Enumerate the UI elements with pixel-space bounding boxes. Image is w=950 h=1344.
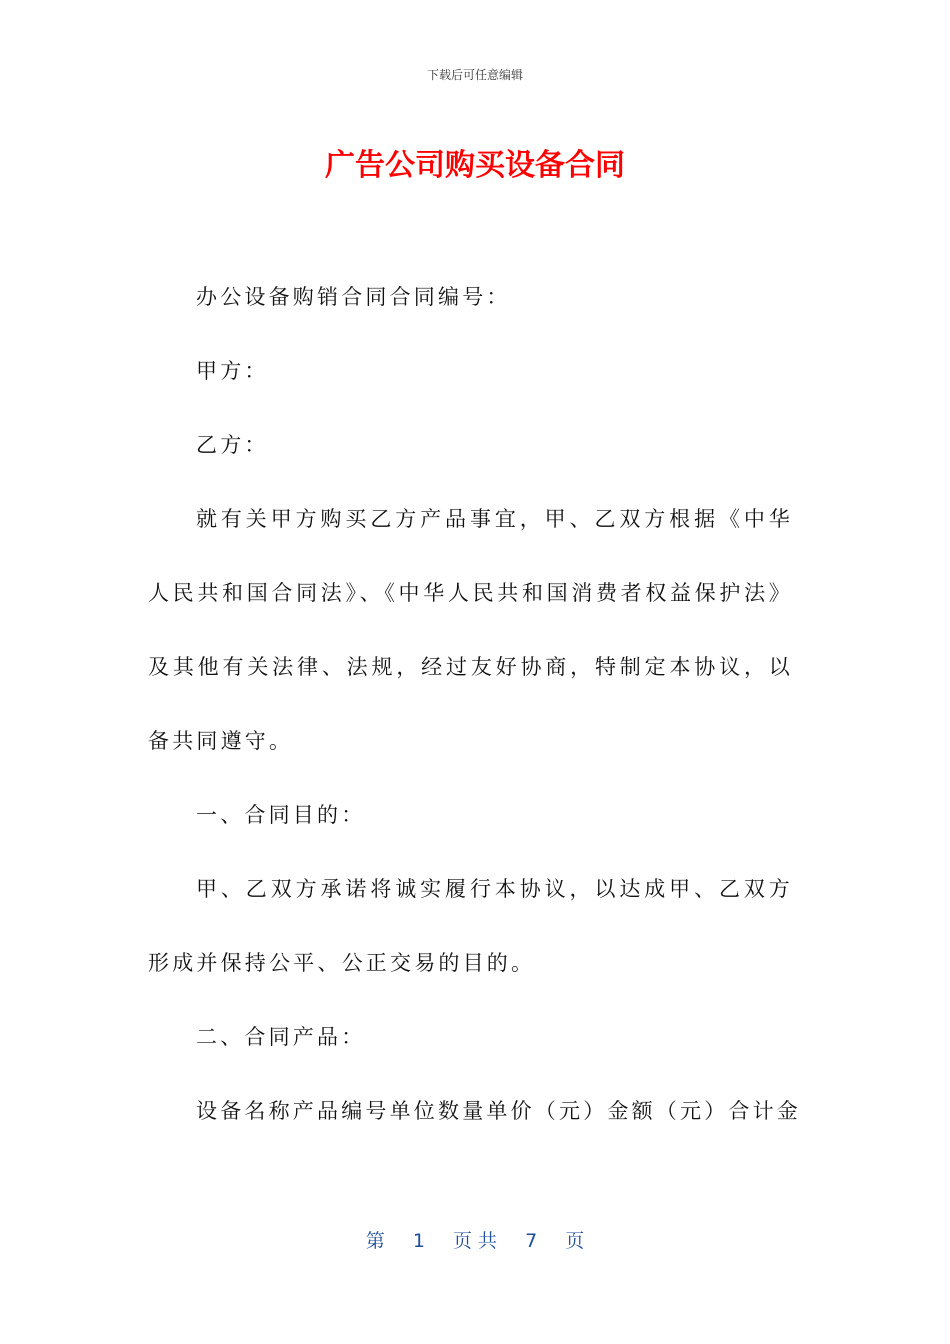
paragraph-product-columns: 设备名称产品编号单位数量单价（元）金额（元）合计金 bbox=[196, 1099, 801, 1123]
paragraph-party-a: 甲方： bbox=[196, 359, 269, 383]
paragraph-party-b: 乙方： bbox=[196, 433, 269, 457]
header-note: 下载后可任意编辑 bbox=[426, 68, 523, 82]
footer-middle: 页 共 bbox=[452, 1230, 498, 1252]
footer-prefix: 第 bbox=[365, 1230, 385, 1252]
paragraph-purpose: 甲、乙双方承诺将诚实履行本协议，以达成甲、乙双方形成并保持公平、公正交易的目的。 bbox=[148, 877, 793, 975]
page-footer bbox=[0, 1226, 950, 1253]
paragraph-preamble: 就有关甲方购买乙方产品事宜，甲、乙双方根据《中华人民共和国合同法》、《中华人民共和国消费者权益保护法》及其他有关法律、法规，经过友好协商，特制定本协议，以备共同遵守。 bbox=[148, 507, 793, 753]
footer-current-page: 1 bbox=[412, 1230, 425, 1252]
document-title: 广告公司购买设备合同 bbox=[325, 148, 625, 183]
section-heading-purpose: 一、合同目的： bbox=[196, 803, 366, 827]
document-body bbox=[148, 260, 801, 1148]
footer-total-pages: 7 bbox=[525, 1230, 538, 1252]
section-heading-products: 二、合同产品： bbox=[196, 1025, 366, 1049]
paragraph-contract-number: 办公设备购销合同合同编号： bbox=[196, 285, 511, 309]
footer-suffix: 页 bbox=[565, 1230, 585, 1252]
